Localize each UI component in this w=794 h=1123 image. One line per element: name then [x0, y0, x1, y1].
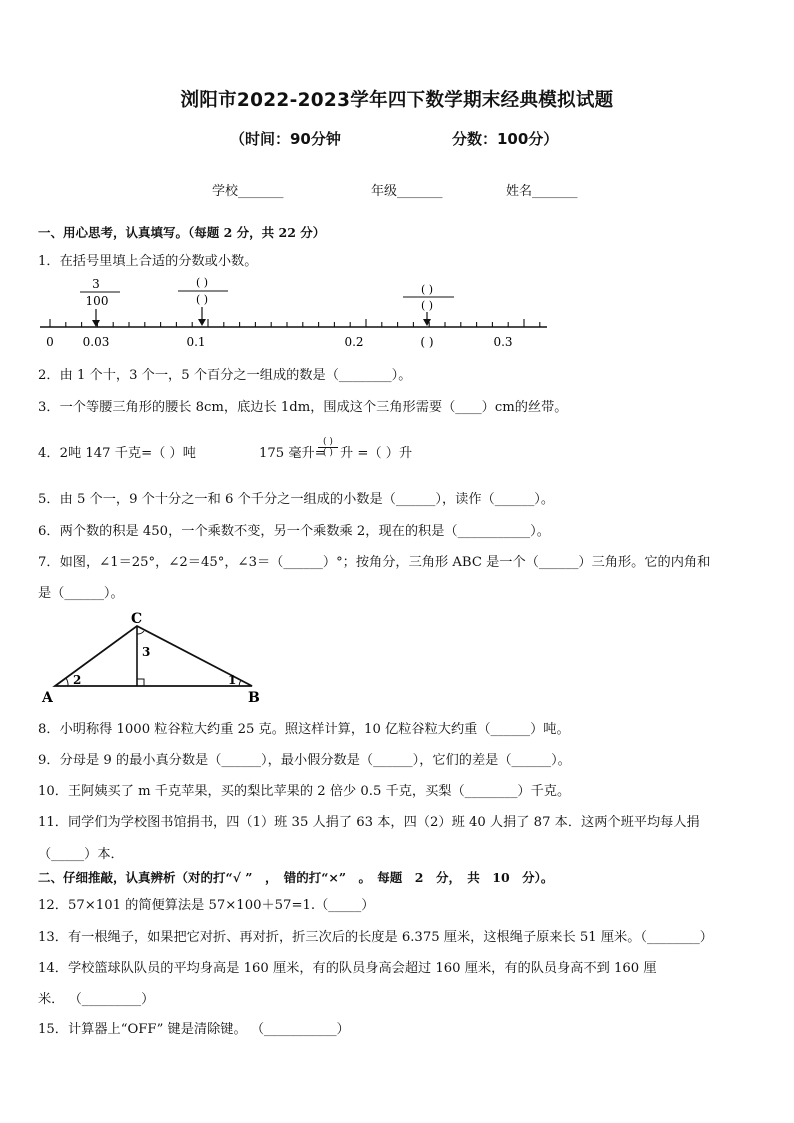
fraction-numerator: 3	[92, 277, 100, 291]
section1-heading: 一、用心思考，认真填写。（每题 2 分，共 22 分）	[38, 225, 326, 240]
exam-time: （时间：90分钟	[230, 130, 341, 148]
q4-fraction-denominator: ( )	[318, 447, 338, 458]
question-8: 8．小明称得 1000 粒谷粒大约重 25 克。照这样计算，10 亿粒谷粒大约重（______）吨。	[38, 722, 570, 737]
label-0.1: 0.1	[186, 335, 206, 349]
question-13: 13．有一根绳子，如果把它对折、再对折，折三次后的长度是 6.375 厘米，这根绳子原来长 51 厘米。（________）	[38, 930, 713, 945]
blank-denominator-1: ( )	[195, 293, 209, 306]
label-0.2: 0.2	[344, 335, 364, 349]
arrow-head-1	[92, 320, 100, 327]
exam-score: 分数：100分）	[452, 130, 559, 148]
angle-arc-a	[66, 678, 68, 686]
question-6: 6．两个数的积是 450，一个乘数不变，另一个乘数乘 2，现在的积是（___________）。	[38, 524, 550, 539]
question-14-line2: 米． （_________）	[38, 992, 155, 1007]
vertex-c: C	[131, 611, 143, 627]
question-9: 9．分母是 9 的最小真分数是（______），最小假分数是（______），它们的差是（______）。	[38, 753, 571, 768]
question-4b-suffix: 升 =（ ）升	[340, 446, 413, 461]
fraction-denominator: 100	[85, 294, 109, 308]
angle-label-1: 1	[228, 673, 237, 687]
arrow-head-3	[423, 319, 431, 326]
label-blank: ( )	[420, 335, 434, 349]
name-field: 姓名_______	[506, 184, 578, 199]
page-title: 浏阳市2022-2023学年四下数学期末经典模拟试题	[180, 90, 614, 111]
question-7-line2: 是（______）。	[38, 586, 124, 601]
question-4-fraction	[318, 437, 338, 458]
question-1: 1．在括号里填上合适的分数或小数。	[38, 254, 258, 269]
question-10: 10．王阿姨买了 m 千克苹果，买的梨比苹果的 2 倍少 0.5 千克，买梨（________）千克。	[38, 784, 571, 799]
school-field: 学校_______	[212, 184, 284, 199]
label-0.03: 0.03	[82, 335, 110, 349]
number-line-ticks	[50, 319, 540, 327]
angle-arc-b	[239, 680, 241, 686]
question-15: 15．计算器上“OFF” 键是清除键。 （___________）	[38, 1022, 350, 1037]
grade-field: 年级_______	[371, 184, 443, 199]
blank-numerator-1: ( )	[195, 276, 209, 289]
q4-fraction-numerator: ( )	[323, 437, 333, 447]
arrow-head-2	[198, 319, 206, 326]
blank-numerator-2: ( )	[420, 283, 434, 296]
question-5: 5．由 5 个一，9 个十分之一和 6 个千分之一组成的小数是（______），读作（______）。	[38, 492, 555, 507]
section2-heading: 二、仔细推敲，认真辨析（对的打“√ ” ， 错的打“×” 。 每题 2 分， 共 10 分）。	[38, 870, 554, 885]
vertex-b: B	[248, 690, 260, 706]
question-14-line1: 14．学校篮球队队员的平均身高是 160 厘米，有的队员身高会超过 160 厘米，有的队员身高不到 160 厘	[38, 961, 657, 976]
question-2: 2．由 1 个十，3 个一，5 个百分之一组成的数是（________）。	[38, 368, 412, 383]
question-4a: 4．2吨 147 千克=（ ）吨	[38, 446, 196, 461]
triangle-figure	[38, 610, 268, 708]
question-4b-prefix: 175 毫升=	[259, 446, 326, 461]
label-0.3: 0.3	[493, 335, 513, 349]
blank-denominator-2: ( )	[420, 299, 434, 312]
right-angle-mark	[137, 679, 144, 686]
triangle-outline	[55, 626, 252, 686]
angle-label-2: 2	[73, 673, 82, 687]
angle-arc-c	[137, 631, 144, 634]
vertex-a: A	[42, 690, 53, 706]
question-12: 12．57×101 的简便算法是 57×100＋57=1.（_____）	[38, 898, 375, 913]
question-11-line1: 11．同学们为学校图书馆捐书，四（1）班 35 人捐了 63 本，四（2）班 40 人捐了 87 本．这两个班平均每人捐	[38, 815, 700, 830]
label-0: 0	[46, 335, 54, 349]
number-line-figure	[30, 274, 560, 356]
question-7-line1: 7．如图，∠1＝25°，∠2＝45°，∠3＝（______）°；按角分，三角形 ABC 是一个（______）三角形。它的内角和	[38, 555, 711, 570]
angle-label-3: 3	[142, 645, 151, 659]
question-11-line2: （_____）本．	[38, 847, 124, 862]
question-3: 3．一个等腰三角形的腰长 8cm，底边长 1dm，围成这个三角形需要（____）cm的丝带。	[38, 400, 568, 415]
